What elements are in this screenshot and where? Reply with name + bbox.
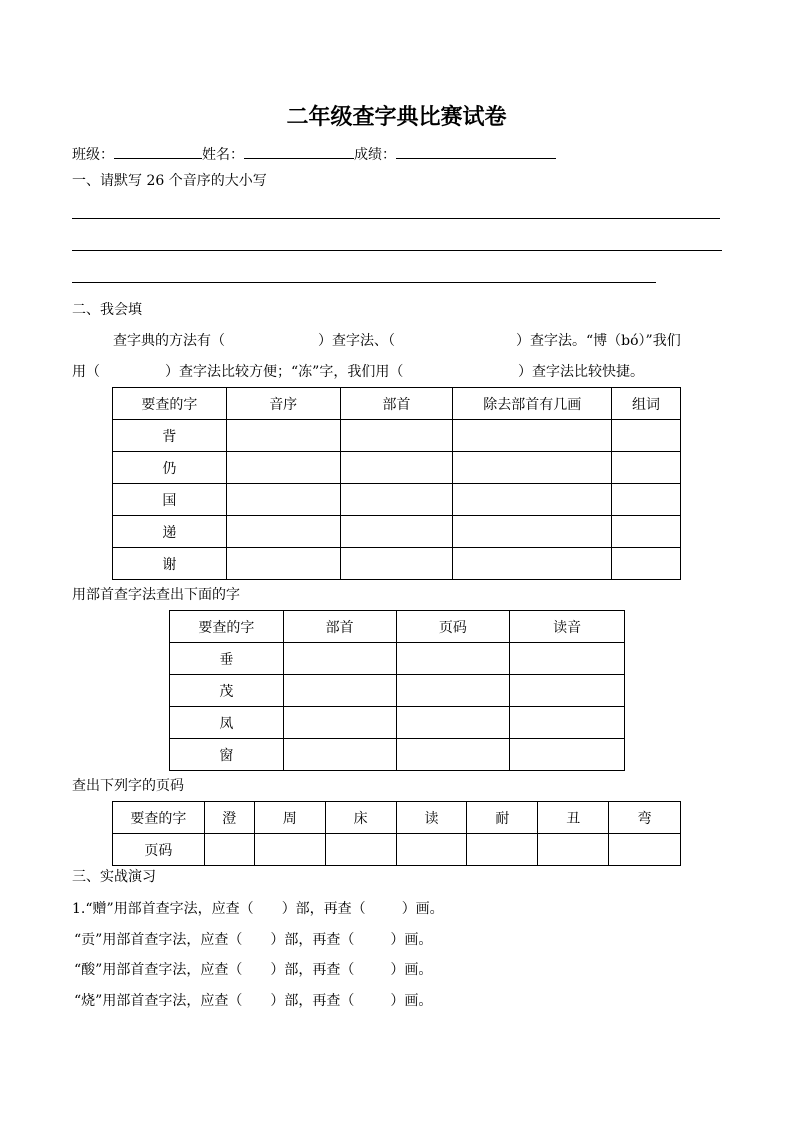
answer-cell[interactable]: [226, 484, 340, 516]
answer-cell[interactable]: [510, 707, 625, 739]
answer-cell[interactable]: [453, 484, 612, 516]
table3-header-label: 要查的字: [113, 802, 205, 834]
answer-cell[interactable]: [510, 675, 625, 707]
table-row: [170, 739, 625, 771]
answer-cell[interactable]: [226, 452, 340, 484]
table3-char: 丑: [538, 802, 609, 834]
table3-char: 读: [396, 802, 467, 834]
class-blank[interactable]: [114, 144, 202, 159]
table1-header: 组词: [612, 388, 681, 420]
table1-char: 仍: [113, 452, 227, 484]
answer-cell[interactable]: [612, 548, 681, 580]
answer-cell[interactable]: [340, 484, 453, 516]
answer-cell[interactable]: [226, 516, 340, 548]
item-end: ）画。: [390, 962, 433, 978]
table3-char: 弯: [609, 802, 681, 834]
answer-cell[interactable]: [396, 643, 510, 675]
table2-header: 部首: [283, 611, 396, 643]
answer-cell[interactable]: [340, 548, 453, 580]
item-word: “酸”: [74, 962, 103, 978]
item-mid: ）部，再查（: [270, 962, 355, 978]
table3-char: 耐: [467, 802, 538, 834]
writing-line-2[interactable]: [72, 250, 722, 251]
item-word: “贡”: [74, 932, 103, 948]
answer-cell[interactable]: [396, 707, 510, 739]
answer-cell[interactable]: [396, 834, 467, 866]
answer-cell[interactable]: [510, 643, 625, 675]
table3-header-row: [113, 802, 681, 834]
item-text: 用部首查字法，应查（: [102, 993, 243, 1009]
item-end: ）画。: [390, 993, 433, 1009]
answer-cell[interactable]: [204, 834, 254, 866]
table-row: [113, 484, 681, 516]
table1-char: 背: [113, 420, 227, 452]
table1-header: 要查的字: [113, 388, 227, 420]
table1-header-row: [113, 388, 681, 420]
answer-cell[interactable]: [396, 739, 510, 771]
item-word: “烧”: [74, 993, 103, 1009]
answer-cell[interactable]: [453, 516, 612, 548]
table-row: [113, 516, 681, 548]
item-end: ）画。: [401, 901, 444, 917]
table2-char: 凤: [170, 707, 284, 739]
table2-char: 窗: [170, 739, 284, 771]
answer-cell[interactable]: [283, 643, 396, 675]
table-row: [170, 643, 625, 675]
answer-cell[interactable]: [283, 707, 396, 739]
item-text: 用部首查字法，应查（: [102, 962, 243, 978]
table-row: [113, 548, 681, 580]
score-blank[interactable]: [396, 144, 556, 159]
writing-line-3[interactable]: [72, 282, 656, 283]
table1-char: 国: [113, 484, 227, 516]
table-row: [113, 420, 681, 452]
table2-header: 读音: [510, 611, 625, 643]
answer-cell[interactable]: [340, 516, 453, 548]
answer-cell[interactable]: [453, 548, 612, 580]
table2-header: 页码: [396, 611, 510, 643]
item-number: 1.: [72, 901, 86, 917]
answer-cell[interactable]: [612, 452, 681, 484]
answer-cell[interactable]: [325, 834, 396, 866]
item-end: ）画。: [390, 932, 433, 948]
practice-item: [72, 900, 444, 918]
answer-cell[interactable]: [453, 452, 612, 484]
table1-header: 部首: [340, 388, 453, 420]
answer-cell[interactable]: [226, 548, 340, 580]
page-title: 二年级查字典比赛试卷: [286, 104, 507, 130]
answer-cell[interactable]: [467, 834, 538, 866]
table1-header: 音序: [226, 388, 340, 420]
practice-item: [74, 931, 432, 949]
table-row: [170, 707, 625, 739]
table2-char: 垂: [170, 643, 284, 675]
table1-header: 除去部首有几画: [453, 388, 612, 420]
table3-row-label: 页码: [113, 834, 205, 866]
fill-text-line1c: ）查字法。“博（bó）”我们: [516, 333, 681, 349]
lookup-table-1: [112, 387, 681, 580]
practice-item: [74, 961, 432, 979]
table1-char: 谢: [113, 548, 227, 580]
answer-cell[interactable]: [612, 420, 681, 452]
answer-cell[interactable]: [612, 516, 681, 548]
table3-label: 查出下列字的页码: [72, 778, 184, 794]
table-row: [113, 834, 681, 866]
item-word: “赠”: [85, 901, 114, 917]
fill-text-line1b: ）查字法、（: [318, 333, 395, 349]
fill-text-line1a: 查字典的方法有（: [113, 333, 225, 349]
class-label: 班级：: [72, 147, 114, 163]
table1-char: 递: [113, 516, 227, 548]
fill-text-line2b: ）查字法比较方便；“冻”字，我们用（: [165, 364, 404, 380]
table2-char: 茂: [170, 675, 284, 707]
answer-cell[interactable]: [340, 420, 453, 452]
score-label: 成绩：: [354, 147, 396, 163]
page-number-table: [112, 801, 681, 866]
answer-cell[interactable]: [612, 484, 681, 516]
answer-cell[interactable]: [396, 675, 510, 707]
answer-cell[interactable]: [283, 675, 396, 707]
fill-text-line2a: 用（: [72, 364, 100, 380]
answer-cell[interactable]: [340, 452, 453, 484]
table3-char: 床: [325, 802, 396, 834]
section3-heading: 三、实战演习: [72, 869, 156, 885]
name-blank[interactable]: [244, 144, 354, 159]
item-mid: ）部，再查（: [270, 993, 355, 1009]
section1-heading: 一、请默写 26 个音序的大小写: [72, 173, 267, 189]
fill-text-line2c: ）查字法比较快捷。: [518, 364, 644, 380]
table-row: [113, 452, 681, 484]
answer-cell[interactable]: [510, 739, 625, 771]
answer-cell[interactable]: [453, 420, 612, 452]
practice-item: [74, 992, 432, 1010]
table2-header-row: [170, 611, 625, 643]
table3-char: 周: [254, 802, 325, 834]
answer-cell[interactable]: [254, 834, 325, 866]
writing-line-1[interactable]: [72, 218, 720, 219]
table2-header: 要查的字: [170, 611, 284, 643]
answer-cell[interactable]: [283, 739, 396, 771]
item-text: 用部首查字法，应查（: [102, 932, 243, 948]
table-row: [170, 675, 625, 707]
item-text: 用部首查字法，应查（: [113, 901, 254, 917]
answer-cell[interactable]: [538, 834, 609, 866]
item-mid: ）部，再查（: [270, 932, 355, 948]
item-mid: ）部，再查（: [281, 901, 366, 917]
answer-cell[interactable]: [226, 420, 340, 452]
lookup-table-2: [169, 610, 625, 771]
table3-char: 澄: [204, 802, 254, 834]
table2-label: 用部首查字法查出下面的字: [72, 587, 240, 603]
name-label: 姓名：: [202, 147, 244, 163]
answer-cell[interactable]: [609, 834, 681, 866]
header-fields: [72, 144, 556, 164]
section2-heading: 二、我会填: [72, 302, 142, 318]
